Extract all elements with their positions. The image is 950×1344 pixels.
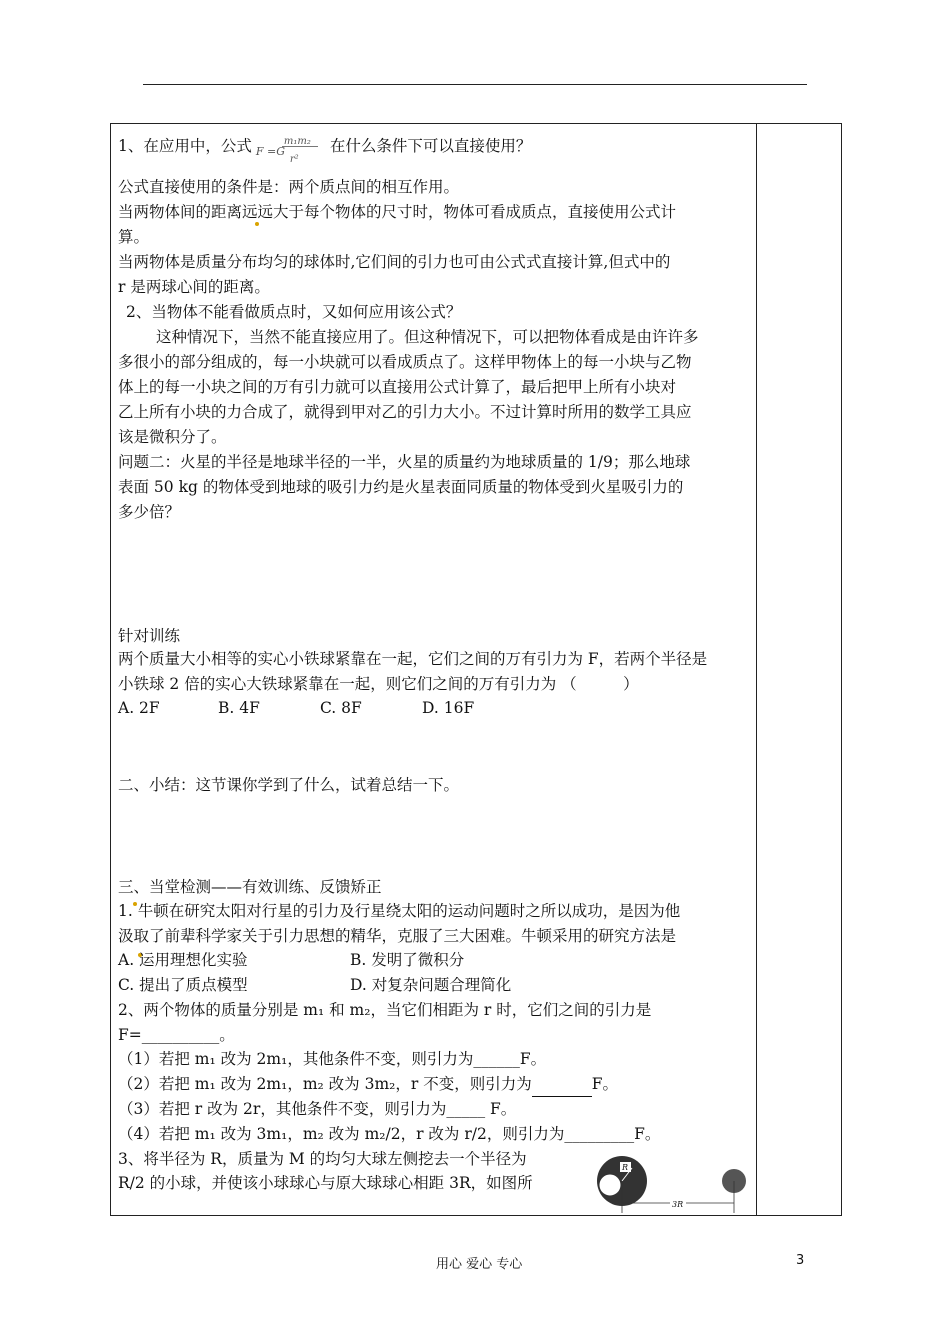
training-option-c: C. 8F <box>320 699 362 717</box>
training-title: 针对训练 <box>118 627 181 645</box>
fraction-bar <box>282 146 318 147</box>
question-1-text-after: 在什么条件下可以直接使用？ <box>329 137 532 155</box>
check-title: 三、当堂检测——有效训练、反馈矫正 <box>118 878 382 896</box>
mark-dot <box>255 222 259 226</box>
problem-2-line2: 表面 50 kg 的物体受到地球的吸引力约是火星表面同质量的物体受到火星吸引力的 <box>118 478 684 496</box>
page-number: 3 <box>796 1253 805 1268</box>
training-question-line2: 小铁球 2 倍的实心大铁球紧靠在一起，则它们之间的万有引力为 （ ） <box>118 675 639 693</box>
radius-label: R <box>622 1163 629 1172</box>
dimension-label: 3R <box>672 1200 684 1209</box>
check-q2-line2: F=__________。 <box>118 1026 235 1044</box>
check-q2-line1: 2、两个物体的质量分别是 m₁ 和 m₂，当它们相距为 r 时，它们之间的引力是 <box>118 1001 652 1019</box>
check-q1-line1: 1. 牛顿在研究太阳对行星的引力及行星绕太阳的运动问题时之所以成功，是因为他 <box>118 902 681 920</box>
formula-denominator: r² <box>289 154 299 165</box>
answer-blank <box>532 1072 592 1097</box>
paragraph-distance-line2: 算。 <box>118 228 150 246</box>
check-q1-line2: 汲取了前辈科学家关于引力思想的精华，克服了三大困难。牛顿采用的研究方法是 <box>118 927 677 945</box>
check-q1-option-a: A. 运用理想化实验 <box>118 951 248 969</box>
training-option-b: B. 4F <box>218 699 260 717</box>
check-q2-part2 <box>118 1072 618 1097</box>
gravitation-formula <box>255 132 326 165</box>
paragraph-distance-line1: 当两物体间的距离远远大于每个物体的尺寸时，物体可看成质点，直接使用公式计 <box>118 203 677 221</box>
footer-motto: 用心 爱心 专心 <box>436 1257 523 1272</box>
table-column-divider <box>756 123 757 1216</box>
check-q2-part4: （4）若把 m₁ 改为 3m₁，m₂ 改为 m₂/2，r 改为 r/2，则引力为_________F。 <box>118 1125 661 1143</box>
header-rule <box>143 84 807 85</box>
training-question-line1: 两个质量大小相等的实心小铁球紧靠在一起，它们之间的万有引力为 F，若两个半径是 <box>118 650 708 668</box>
check-q2-part3: （3）若把 r 改为 2r，其他条件不变，则引力为_____ F。 <box>118 1100 517 1118</box>
paragraph-sphere-line1: 当两物体是质量分布均匀的球体时,它们间的引力也可由公式式直接计算,但式中的 <box>118 253 671 271</box>
paragraph-calculus-line3: 体上的每一小块之间的万有引力就可以直接用公式计算了，最后把甲上所有小块对 <box>118 378 677 396</box>
paragraph-calculus-line4: 乙上所有小块的力合成了，就得到甲对乙的引力大小。不过计算时所用的数学工具应 <box>118 403 692 421</box>
formula-numerator: m₁m₂ <box>283 136 311 147</box>
check-q1-option-c: C. 提出了质点模型 <box>118 976 248 994</box>
paragraph-condition: 公式直接使用的条件是：两个质点间的相互作用。 <box>118 178 460 196</box>
problem-2-line3: 多少倍？ <box>118 503 181 521</box>
training-option-d: D. 16F <box>422 699 475 717</box>
formula-lhs: F =G <box>255 145 286 158</box>
check-q1-option-b: B. 发明了微积分 <box>350 951 465 969</box>
question-1-text-before: 1、在应用中，公式 <box>118 137 252 155</box>
check-q2-part2-text: （2）若把 m₁ 改为 2m₁，m₂ 改为 3m₂，r 不变，则引力为 <box>118 1075 532 1093</box>
sphere-cavity-figure <box>592 1153 752 1213</box>
training-option-a: A. 2F <box>118 699 160 717</box>
check-q2-part1: （1）若把 m₁ 改为 2m₁，其他条件不变，则引力为______F。 <box>118 1050 547 1068</box>
check-q1-option-d: D. 对复杂问题合理简化 <box>350 976 512 994</box>
summary-prompt: 二、小结：这节课你学到了什么，试着总结一下。 <box>118 776 460 794</box>
paragraph-sphere-line2: r 是两球心间的距离。 <box>118 278 270 296</box>
cavity <box>599 1174 621 1196</box>
paragraph-calculus-line5: 该是微积分了。 <box>118 428 227 446</box>
problem-2-line1: 问题二：火星的半径是地球半径的一半，火星的质量约为地球质量的 1/9；那么地球 <box>118 453 691 471</box>
check-q2-part2-unit: F。 <box>591 1075 618 1093</box>
paragraph-calculus-line1: 这种情况下，当然不能直接应用了。但这种情况下，可以把物体看成是由许许多 <box>156 328 699 346</box>
check-q3-line1: 3、将半径为 R，质量为 M 的均匀大球左侧挖去一个半径为 <box>118 1150 527 1168</box>
check-q3-line2: R/2 的小球，并使该小球球心与原大球球心相距 3R，如图所 <box>118 1174 533 1192</box>
question-1-line <box>118 132 532 165</box>
paragraph-calculus-line2: 多很小的部分组成的，每一小块就可以看成质点了。这样甲物体上的每一小块与乙物 <box>118 353 692 371</box>
question-2: 2、当物体不能看做质点时，又如何应用该公式？ <box>126 303 462 321</box>
